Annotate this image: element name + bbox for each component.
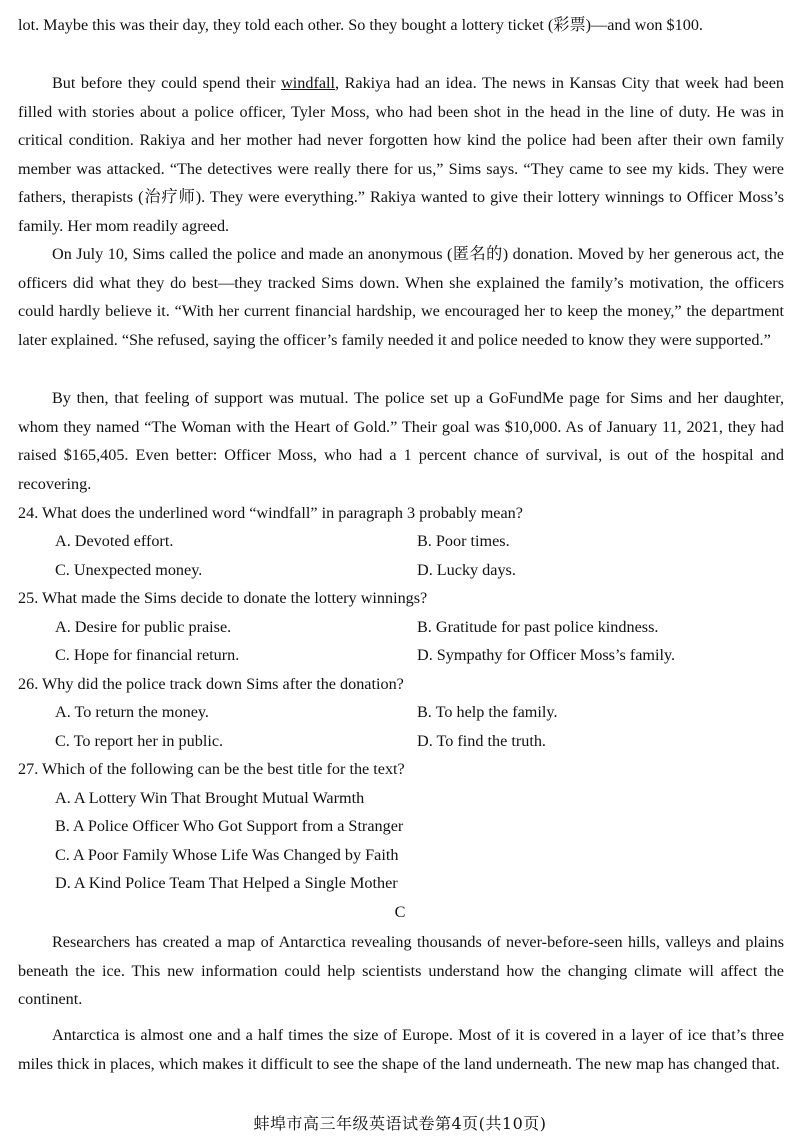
question-24-options-row-2: [0, 556, 800, 585]
question-26-options-row-2: [0, 727, 800, 756]
question-24-option-c[interactable]: C. Unexpected money.: [55, 561, 203, 579]
question-27-option-row-b: [0, 812, 800, 841]
question-25-option-c[interactable]: C. Hope for financial return.: [55, 646, 240, 664]
question-25-option-a[interactable]: A. Desire for public praise.: [55, 618, 232, 636]
question-27-option-d[interactable]: D. A Kind Police Team That Helped a Single Mother: [55, 874, 398, 892]
question-26-options-row-1: [0, 698, 800, 727]
question-25-options-row-1: [0, 613, 800, 642]
passage-c-paragraph-2: Antarctica is almost one and a half times the size of Europe. Most of it is covered in a layer of ice that’s three miles thick in places, which makes it difficult to see the shape of the land underneath. The new map has changed that.: [18, 1026, 784, 1073]
question-27-option-row-c: [0, 841, 800, 870]
paragraph-3-text-after: , Rakiya had an idea. The news in Kansas City that week had been filled with stories about a police officer, Tyler Moss, who had been shot in the head in the line of duty. He was in critical condition. Rakiya and her mother had never forgotten how kind the police had been after their own family member was attacked. “The detectives were really there for us,” Sims says. “They came to see my kids. They were fathers, therapists (治疗师). They were everything.” Rakiya wanted to give their lottery winnings to Officer Moss’s family. Her mom readily agreed.: [18, 74, 784, 235]
question-25-option-b[interactable]: B. Gratitude for past police kindness.: [417, 618, 659, 636]
question-26-option-a[interactable]: A. To return the money.: [55, 703, 209, 721]
question-24-option-a[interactable]: A. Devoted effort.: [55, 532, 174, 550]
passage-c-paragraph-1: Researchers has created a map of Antarctica revealing thousands of never-before-seen hills, valleys and plains beneath the ice. This new information could help scientists understand how the changing climate will affect the continent.: [18, 933, 784, 1009]
passage-b-paragraph-5: By then, that feeling of support was mutual. The police set up a GoFundMe page for Sims and her daughter, whom they named “The Woman with the Heart of Gold.” Their goal was $10,000. As of January 11, 2021, they had raised $165,405. Even better: Officer Moss, who had a 1 percent chance of survival, is out of the hospital and recovering.: [18, 389, 784, 493]
passage-b-paragraph-4: On July 10, Sims called the police and made an anonymous (匿名的) donation. Moved by her generous act, the officers did what they do best—they tracked Sims down. When she explained the family’s motivation, the officers could hardly believe it. “With her current financial hardship, we encouraged her to keep the money,” the department later explained. “She refused, saying the officer’s family needed it and police needed to know they were supported.”: [18, 245, 784, 349]
page-footer: 蚌埠市高三年级英语试卷第4页(共10页): [253, 1114, 547, 1133]
question-27-option-a[interactable]: A. A Lottery Win That Brought Mutual Warmth: [55, 789, 365, 807]
question-26-stem: 26. Why did the police track down Sims after the donation?: [18, 675, 404, 693]
question-27-option-b[interactable]: B. A Police Officer Who Got Support from a Stranger: [55, 817, 404, 835]
question-26-option-c[interactable]: C. To report her in public.: [55, 732, 224, 750]
question-24-option-d[interactable]: D. Lucky days.: [417, 561, 516, 579]
question-27-option-c[interactable]: C. A Poor Family Whose Life Was Changed by Faith: [55, 846, 399, 864]
question-26-option-d[interactable]: D. To find the truth.: [417, 732, 546, 750]
question-24-stem: 24. What does the underlined word “windfall” in paragraph 3 probably mean?: [18, 504, 523, 522]
question-25-options-row-2: [0, 641, 800, 670]
underlined-word-windfall: windfall: [281, 74, 336, 92]
question-27-stem: 27. Which of the following can be the best title for the text?: [18, 760, 405, 778]
paragraph-3-text-before: But before they could spend their: [52, 74, 282, 92]
passage-b-paragraph-2: lot. Maybe this was their day, they told each other. So they bought a lottery ticket (彩票)—and won $100.: [18, 16, 703, 34]
question-24-options-row-1: [0, 527, 800, 556]
question-24-option-b[interactable]: B. Poor times.: [417, 532, 510, 550]
question-27-option-row-d: [0, 869, 800, 898]
question-27-option-row-a: [0, 784, 800, 813]
passage-b-paragraph-3: [18, 69, 784, 241]
question-26-option-b[interactable]: B. To help the family.: [417, 703, 558, 721]
passage-c-heading: C: [394, 903, 406, 921]
question-25-stem: 25. What made the Sims decide to donate the lottery winnings?: [18, 589, 428, 607]
question-25-option-d[interactable]: D. Sympathy for Officer Moss’s family.: [417, 646, 676, 664]
